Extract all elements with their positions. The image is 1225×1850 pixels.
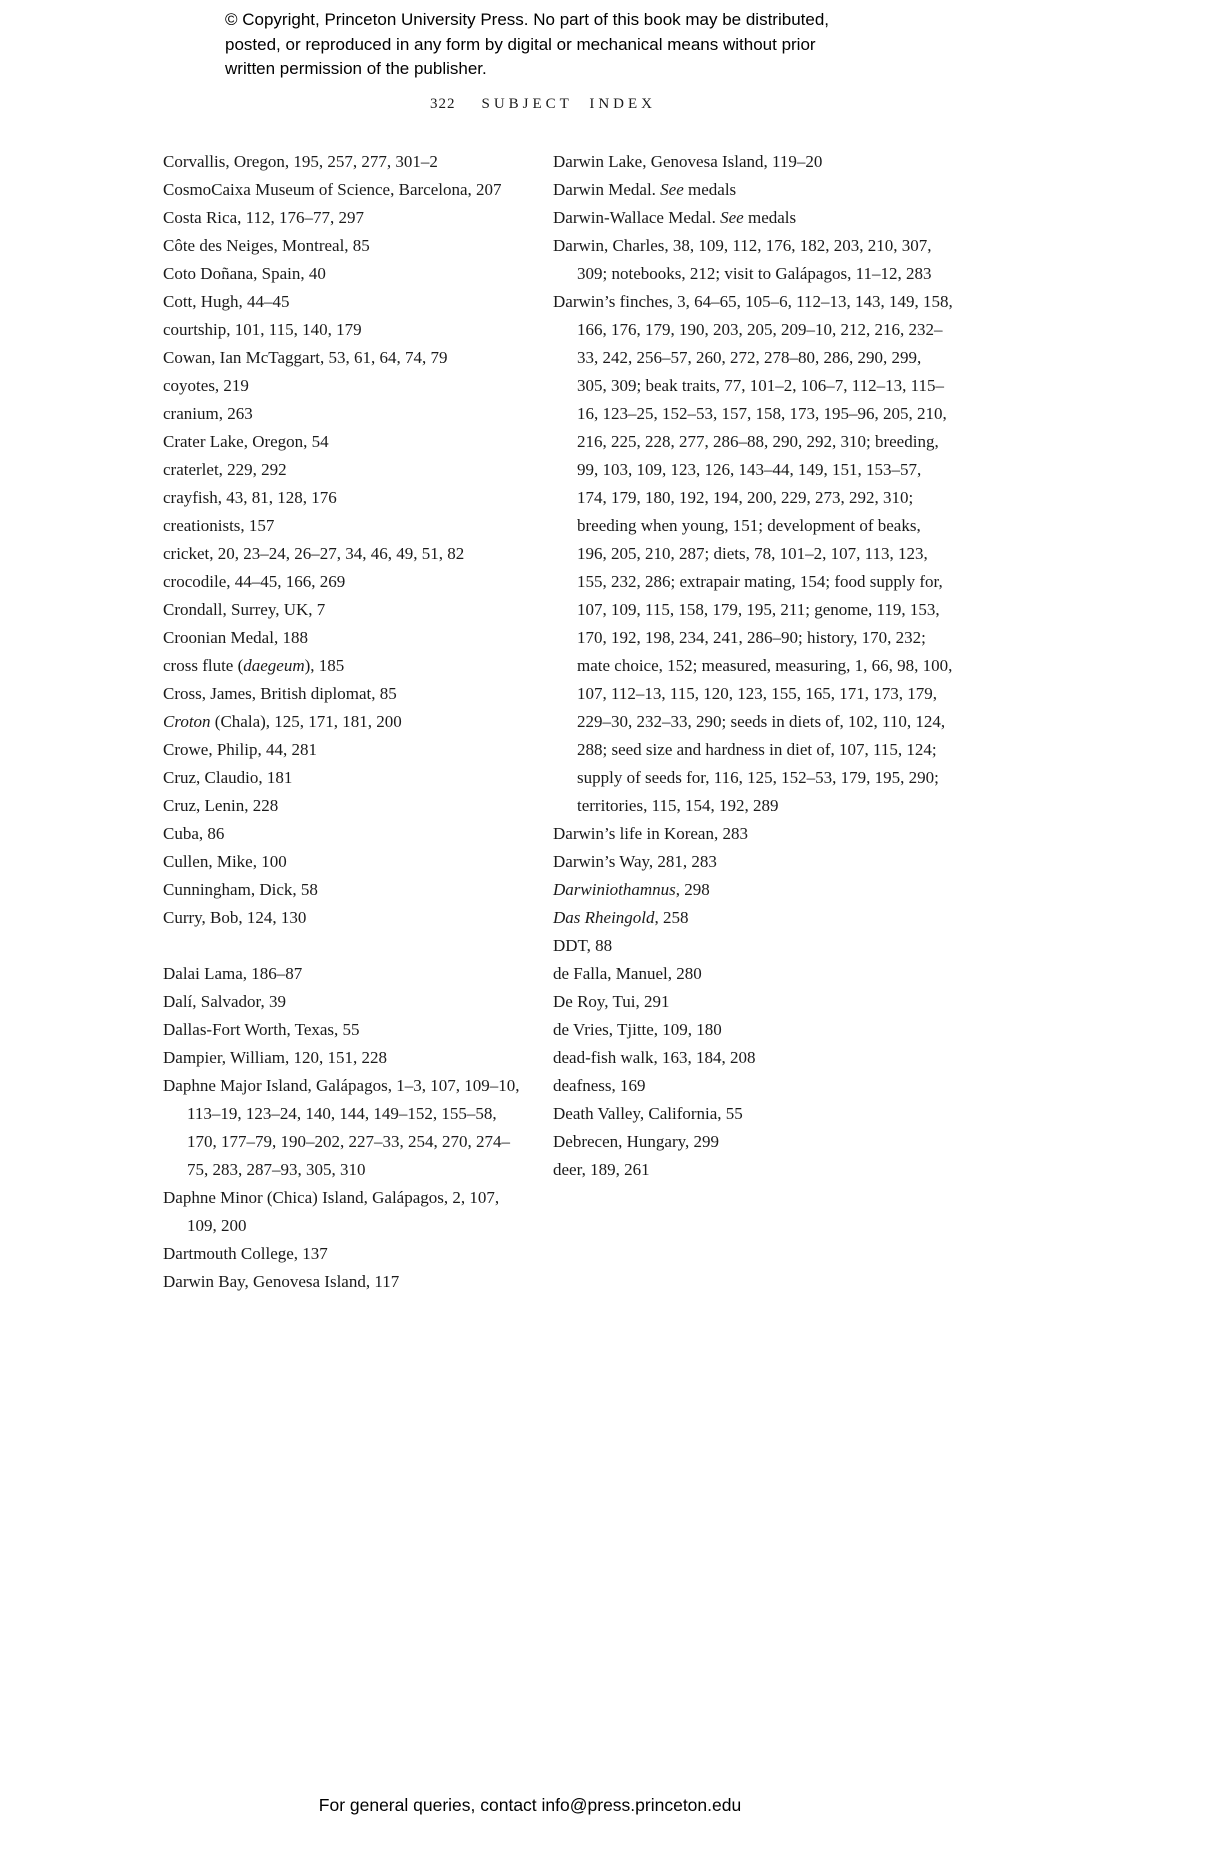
index-entry	[553, 204, 953, 232]
entry-text: Dartmouth College, 137	[163, 1244, 328, 1263]
footer-query-line: For general queries, contact info@press.princeton.edu	[318, 1795, 742, 1815]
index-entry	[553, 148, 953, 176]
index-entry	[163, 624, 525, 652]
entry-text: Darwin’s life in Korean, 283	[553, 824, 748, 843]
entry-text: Dalai Lama, 186–87	[163, 964, 303, 983]
entry-text: crayfish, 43, 81, 128, 176	[163, 488, 337, 507]
index-entry	[163, 736, 525, 764]
entry-text-italic: Darwiniothamnus	[553, 880, 676, 899]
entry-text: Cruz, Lenin, 228	[163, 796, 279, 815]
section-title: SUBJECT INDEX	[481, 96, 656, 112]
index-entry	[163, 428, 525, 456]
entry-text-italic: Das Rheingold	[553, 908, 655, 927]
entry-text: Darwin Lake, Genovesa Island, 119–20	[553, 152, 823, 171]
entry-text: Dampier, William, 120, 151, 228	[163, 1048, 388, 1067]
entry-text: Cott, Hugh, 44–45	[163, 292, 290, 311]
entry-text: deafness, 169	[553, 1076, 646, 1095]
index-entry	[553, 876, 953, 904]
index-entry	[163, 1016, 525, 1044]
entry-text-italic: See	[660, 180, 684, 199]
index-entry	[553, 232, 953, 288]
entry-text: Cuba, 86	[163, 824, 225, 843]
index-entry	[163, 316, 525, 344]
index-entry	[553, 1128, 953, 1156]
index-entry	[163, 456, 525, 484]
index-entry	[163, 568, 525, 596]
entry-text: Dalí, Salvador, 39	[163, 992, 287, 1011]
index-entry	[163, 708, 525, 736]
entry-text: Darwin-Wallace Medal.	[553, 208, 721, 227]
entry-text-italic: daegeum	[243, 656, 305, 675]
entry-text: de Falla, Manuel, 280	[553, 964, 702, 983]
entry-text: cross flute (	[163, 656, 244, 675]
entry-text: ), 185	[304, 656, 345, 675]
entry-text: cricket, 20, 23–24, 26–27, 34, 46, 49, 51, 82	[163, 544, 465, 563]
index-entry	[163, 904, 525, 932]
entry-text: Darwin Bay, Genovesa Island, 117	[163, 1272, 400, 1291]
index-entry	[553, 848, 953, 876]
entry-text: DDT, 88	[553, 936, 613, 955]
entry-text: courtship, 101, 115, 140, 179	[163, 320, 362, 339]
index-entry	[163, 988, 525, 1016]
copyright-notice: © Copyright, Princeton University Press. No part of this book may be distributed, posted, or reproduced in any form by digital or mechanical means without prior written permission of the publisher.	[225, 10, 830, 78]
index-entry	[553, 1100, 953, 1128]
entry-text: Corvallis, Oregon, 195, 257, 277, 301–2	[163, 152, 438, 171]
entry-text-italic: Croton	[163, 712, 211, 731]
entry-text: Dallas-Fort Worth, Texas, 55	[163, 1020, 360, 1039]
index-entry	[163, 1072, 525, 1184]
index-entry	[163, 484, 525, 512]
index-entry	[553, 932, 953, 960]
entry-text: Cullen, Mike, 100	[163, 852, 287, 871]
entry-text: Cross, James, British diplomat, 85	[163, 684, 397, 703]
index-entry	[163, 1184, 525, 1240]
index-column-left	[163, 148, 525, 1296]
index-entry	[163, 764, 525, 792]
index-entry	[553, 1016, 953, 1044]
index-entry	[163, 820, 525, 848]
entry-text: Costa Rica, 112, 176–77, 297	[163, 208, 364, 227]
index-entry	[163, 176, 525, 204]
entry-text: crocodile, 44–45, 166, 269	[163, 572, 346, 591]
index-entry	[163, 652, 525, 680]
entry-text: De Roy, Tui, 291	[553, 992, 670, 1011]
entry-text: de Vries, Tjitte, 109, 180	[553, 1020, 722, 1039]
index-entry	[163, 204, 525, 232]
entry-text: Coto Doñana, Spain, 40	[163, 264, 326, 283]
index-group	[553, 148, 953, 1184]
index-entry	[163, 848, 525, 876]
index-column-right	[553, 148, 953, 1184]
index-entry	[163, 1044, 525, 1072]
entry-text: Crater Lake, Oregon, 54	[163, 432, 329, 451]
entry-text: medals	[683, 180, 737, 199]
index-entry	[553, 1044, 953, 1072]
index-entry	[553, 176, 953, 204]
entry-text: Curry, Bob, 124, 130	[163, 908, 307, 927]
entry-text: Cruz, Claudio, 181	[163, 768, 293, 787]
entry-text: Cowan, Ian McTaggart, 53, 61, 64, 74, 79	[163, 348, 448, 367]
index-entry	[553, 820, 953, 848]
entry-text: , 258	[654, 908, 689, 927]
index-entry	[163, 260, 525, 288]
index-group	[163, 148, 525, 932]
index-entry	[163, 344, 525, 372]
entry-text: Daphne Minor (Chica) Island, Galápagos, 2, 107, 109, 200	[163, 1188, 500, 1235]
index-entry	[163, 960, 525, 988]
index-entry	[163, 540, 525, 568]
entry-text: medals	[743, 208, 797, 227]
entry-text: Crondall, Surrey, UK, 7	[163, 600, 326, 619]
index-group	[163, 960, 525, 1296]
index-entry	[553, 288, 953, 820]
index-entry	[553, 960, 953, 988]
index-entry	[163, 680, 525, 708]
entry-text: Darwin’s Way, 281, 283	[553, 852, 717, 871]
index-entry	[553, 1072, 953, 1100]
entry-text-italic: See	[720, 208, 744, 227]
entry-text: Darwin Medal.	[553, 180, 661, 199]
entry-text: creationists, 157	[163, 516, 275, 535]
index-entry	[163, 400, 525, 428]
entry-text: Darwin, Charles, 38, 109, 112, 176, 182, 203, 210, 307, 309; notebooks, 212; visit to Galápagos, 11–12, 283	[553, 236, 932, 283]
index-entry	[553, 1156, 953, 1184]
index-entry	[553, 988, 953, 1016]
entry-text: Debrecen, Hungary, 299	[553, 1132, 719, 1151]
entry-text: Crowe, Philip, 44, 281	[163, 740, 317, 759]
index-entry	[163, 512, 525, 540]
index-entry	[163, 1268, 525, 1296]
entry-text: , 298	[675, 880, 710, 899]
index-entry	[163, 792, 525, 820]
entry-text: (Chala), 125, 171, 181, 200	[210, 712, 402, 731]
page-number: 322	[430, 96, 456, 112]
entry-text: cranium, 263	[163, 404, 253, 423]
entry-text: coyotes, 219	[163, 376, 249, 395]
index-entry	[163, 372, 525, 400]
entry-text: Côte des Neiges, Montreal, 85	[163, 236, 370, 255]
running-head	[163, 96, 923, 113]
entry-text: Death Valley, California, 55	[553, 1104, 743, 1123]
index-entry	[163, 232, 525, 260]
entry-text: Daphne Major Island, Galápagos, 1–3, 107, 109–10, 113–19, 123–24, 140, 144, 149–152, 155–58, 170, 177–79, 190–202, 227–33, 254, 270, 274–75, 283, 287–93, 305, 310	[163, 1076, 520, 1179]
entry-text: CosmoCaixa Museum of Science, Barcelona, 207	[163, 180, 502, 199]
entry-text: dead-fish walk, 163, 184, 208	[553, 1048, 756, 1067]
index-entry	[163, 288, 525, 316]
entry-text: Cunningham, Dick, 58	[163, 880, 318, 899]
index-entry	[163, 148, 525, 176]
index-entry	[163, 596, 525, 624]
entry-text: Croonian Medal, 188	[163, 628, 308, 647]
entry-text: deer, 189, 261	[553, 1160, 650, 1179]
index-entry	[163, 876, 525, 904]
entry-text: Darwin’s finches, 3, 64–65, 105–6, 112–13, 143, 149, 158, 166, 176, 179, 190, 203, 205, 209–10, 212, 216, 232–33, 242, 256–57, 260, 272, 278–80, 286, 290, 299, 305, 309; beak traits, 77, 101–2, 106–7, 112–13, 115–16, 123–25, 152–53, 157, 158, 173, 195–96, 205, 210, 216, 225, 228, 277, 286–88, 290, 292, 310; breeding, 99, 103, 109, 123, 126, 143–44, 149, 151, 153–57, 174, 179, 180, 192, 194, 200, 229, 273, 292, 310; breeding when young, 151; development of beaks, 196, 205, 210, 287; diets, 78, 101–2, 107, 113, 123, 155, 232, 286; extrapair mating, 154; food supply for, 107, 109, 115, 158, 179, 195, 211; genome, 119, 153, 170, 192, 198, 234, 241, 286–90; history, 170, 232; mate choice, 152; measured, measuring, 1, 66, 98, 100, 107, 112–13, 115, 120, 123, 155, 165, 171, 173, 179, 229–30, 232–33, 290; seeds in diets of, 102, 110, 124, 288; seed size and hardness in diet of, 107, 115, 124; supply of seeds for, 116, 125, 152–53, 179, 195, 290; territories, 115, 154, 192, 289	[553, 292, 953, 815]
entry-text: craterlet, 229, 292	[163, 460, 287, 479]
index-entry	[553, 904, 953, 932]
index-entry	[163, 1240, 525, 1268]
